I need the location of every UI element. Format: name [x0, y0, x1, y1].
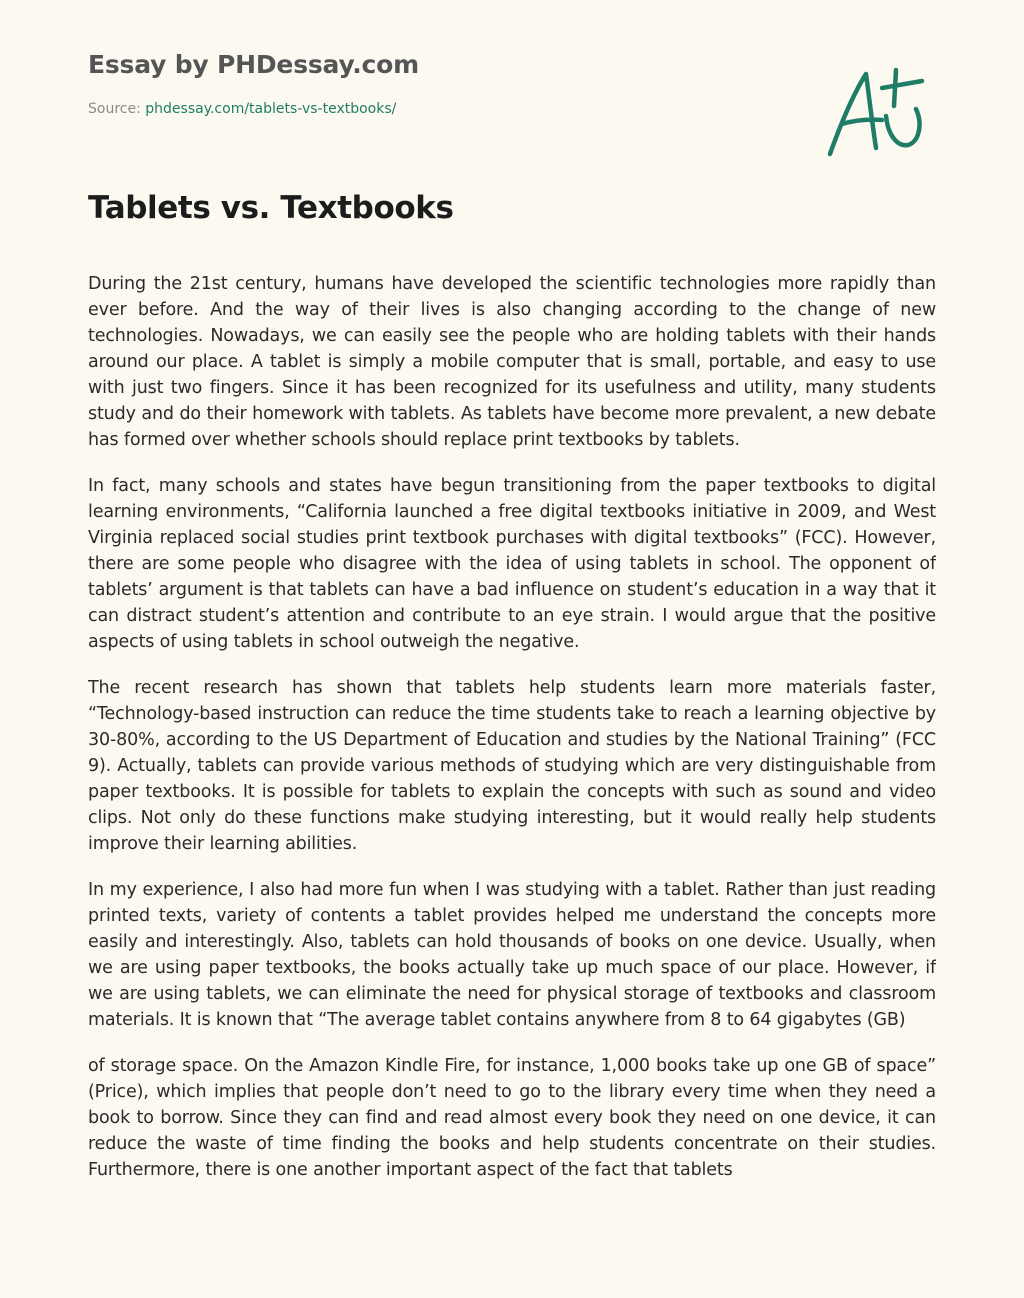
essay-paragraph: During the 21st century, humans have developed the scientific technologies more rapidly than ever before. And the way of their lives is also changing according to the change of new technologies. Nowadays, we can easily see the people who are holding tablets with their hands around our place. A tablet is simply a mobile computer that is small, portable, and easy to use with just two fingers. Since it has been recognized for its usefulness and utility, many students study and do their homework with tablets. As tablets have become more prevalent, a new debate has formed over whether schools should replace print textbooks by tablets.: [88, 274, 936, 450]
essay-paragraph: The recent research has shown that tablets help students learn more materials faster, “Technology-based instruction can reduce the time students take to reach a learning objective by 30-80%, according to the US Department of Education and studies by the National Training” (FCC 9). Actually, tablets can provide various methods of studying which are very distinguishable from paper textbooks. It is possible for tablets to explain the concepts with such as sound and video clips. Not only do these functions make studying interesting, but it would really help students improve their learning abilities.: [88, 678, 936, 854]
source-label: Source:: [88, 101, 146, 117]
source-link[interactable]: phdessay.com/tablets-vs-textbooks/: [145, 101, 397, 117]
a-plus-grade-icon: [822, 64, 932, 164]
essay-paragraph: In fact, many schools and states have begun transitioning from the paper textbooks to digital learning environments, “California launched a free digital textbooks initiative in 2009, and West Virginia replaced social studies print textbook purchases with digital textbooks” (FCC). However, there are some people who disagree with the idea of using tablets in school. The opponent of tablets’ argument is that tablets can have a bad influence on student’s education in a way that it can distract student’s attention and contribute to an eye strain. I would argue that the positive aspects of using tablets in school outweigh the negative.: [88, 476, 936, 652]
source-line: [88, 101, 396, 117]
essay-title: Tablets vs. Textbooks: [88, 190, 454, 226]
essay-body: [88, 271, 936, 1249]
essay-paragraph: In my experience, I also had more fun when I was studying with a tablet. Rather than just reading printed texts, variety of contents a tablet provides helped me understand the concepts more easily and interestingly. Also, tablets can hold thousands of books on one device. Usually, when we are using paper textbooks, the books actually take up much space of our place. However, if we are using tablets, we can eliminate the need for physical storage of textbooks and classroom materials. It is known that “The average tablet contains anywhere from 8 to 64 gigabytes (GB): [88, 880, 936, 1030]
essay-paragraph: of storage space. On the Amazon Kindle Fire, for instance, 1,000 books take up one GB of space” (Price), which implies that people don’t need to go to the library every time when they need a book to borrow. Since they can find and read almost every book they need on one device, it can reduce the waste of time finding the books and help students concentrate on their studies. Furthermore, there is one another important aspect of the fact that tablets: [88, 1056, 936, 1180]
site-title: Essay by PHDessay.com: [88, 50, 419, 79]
